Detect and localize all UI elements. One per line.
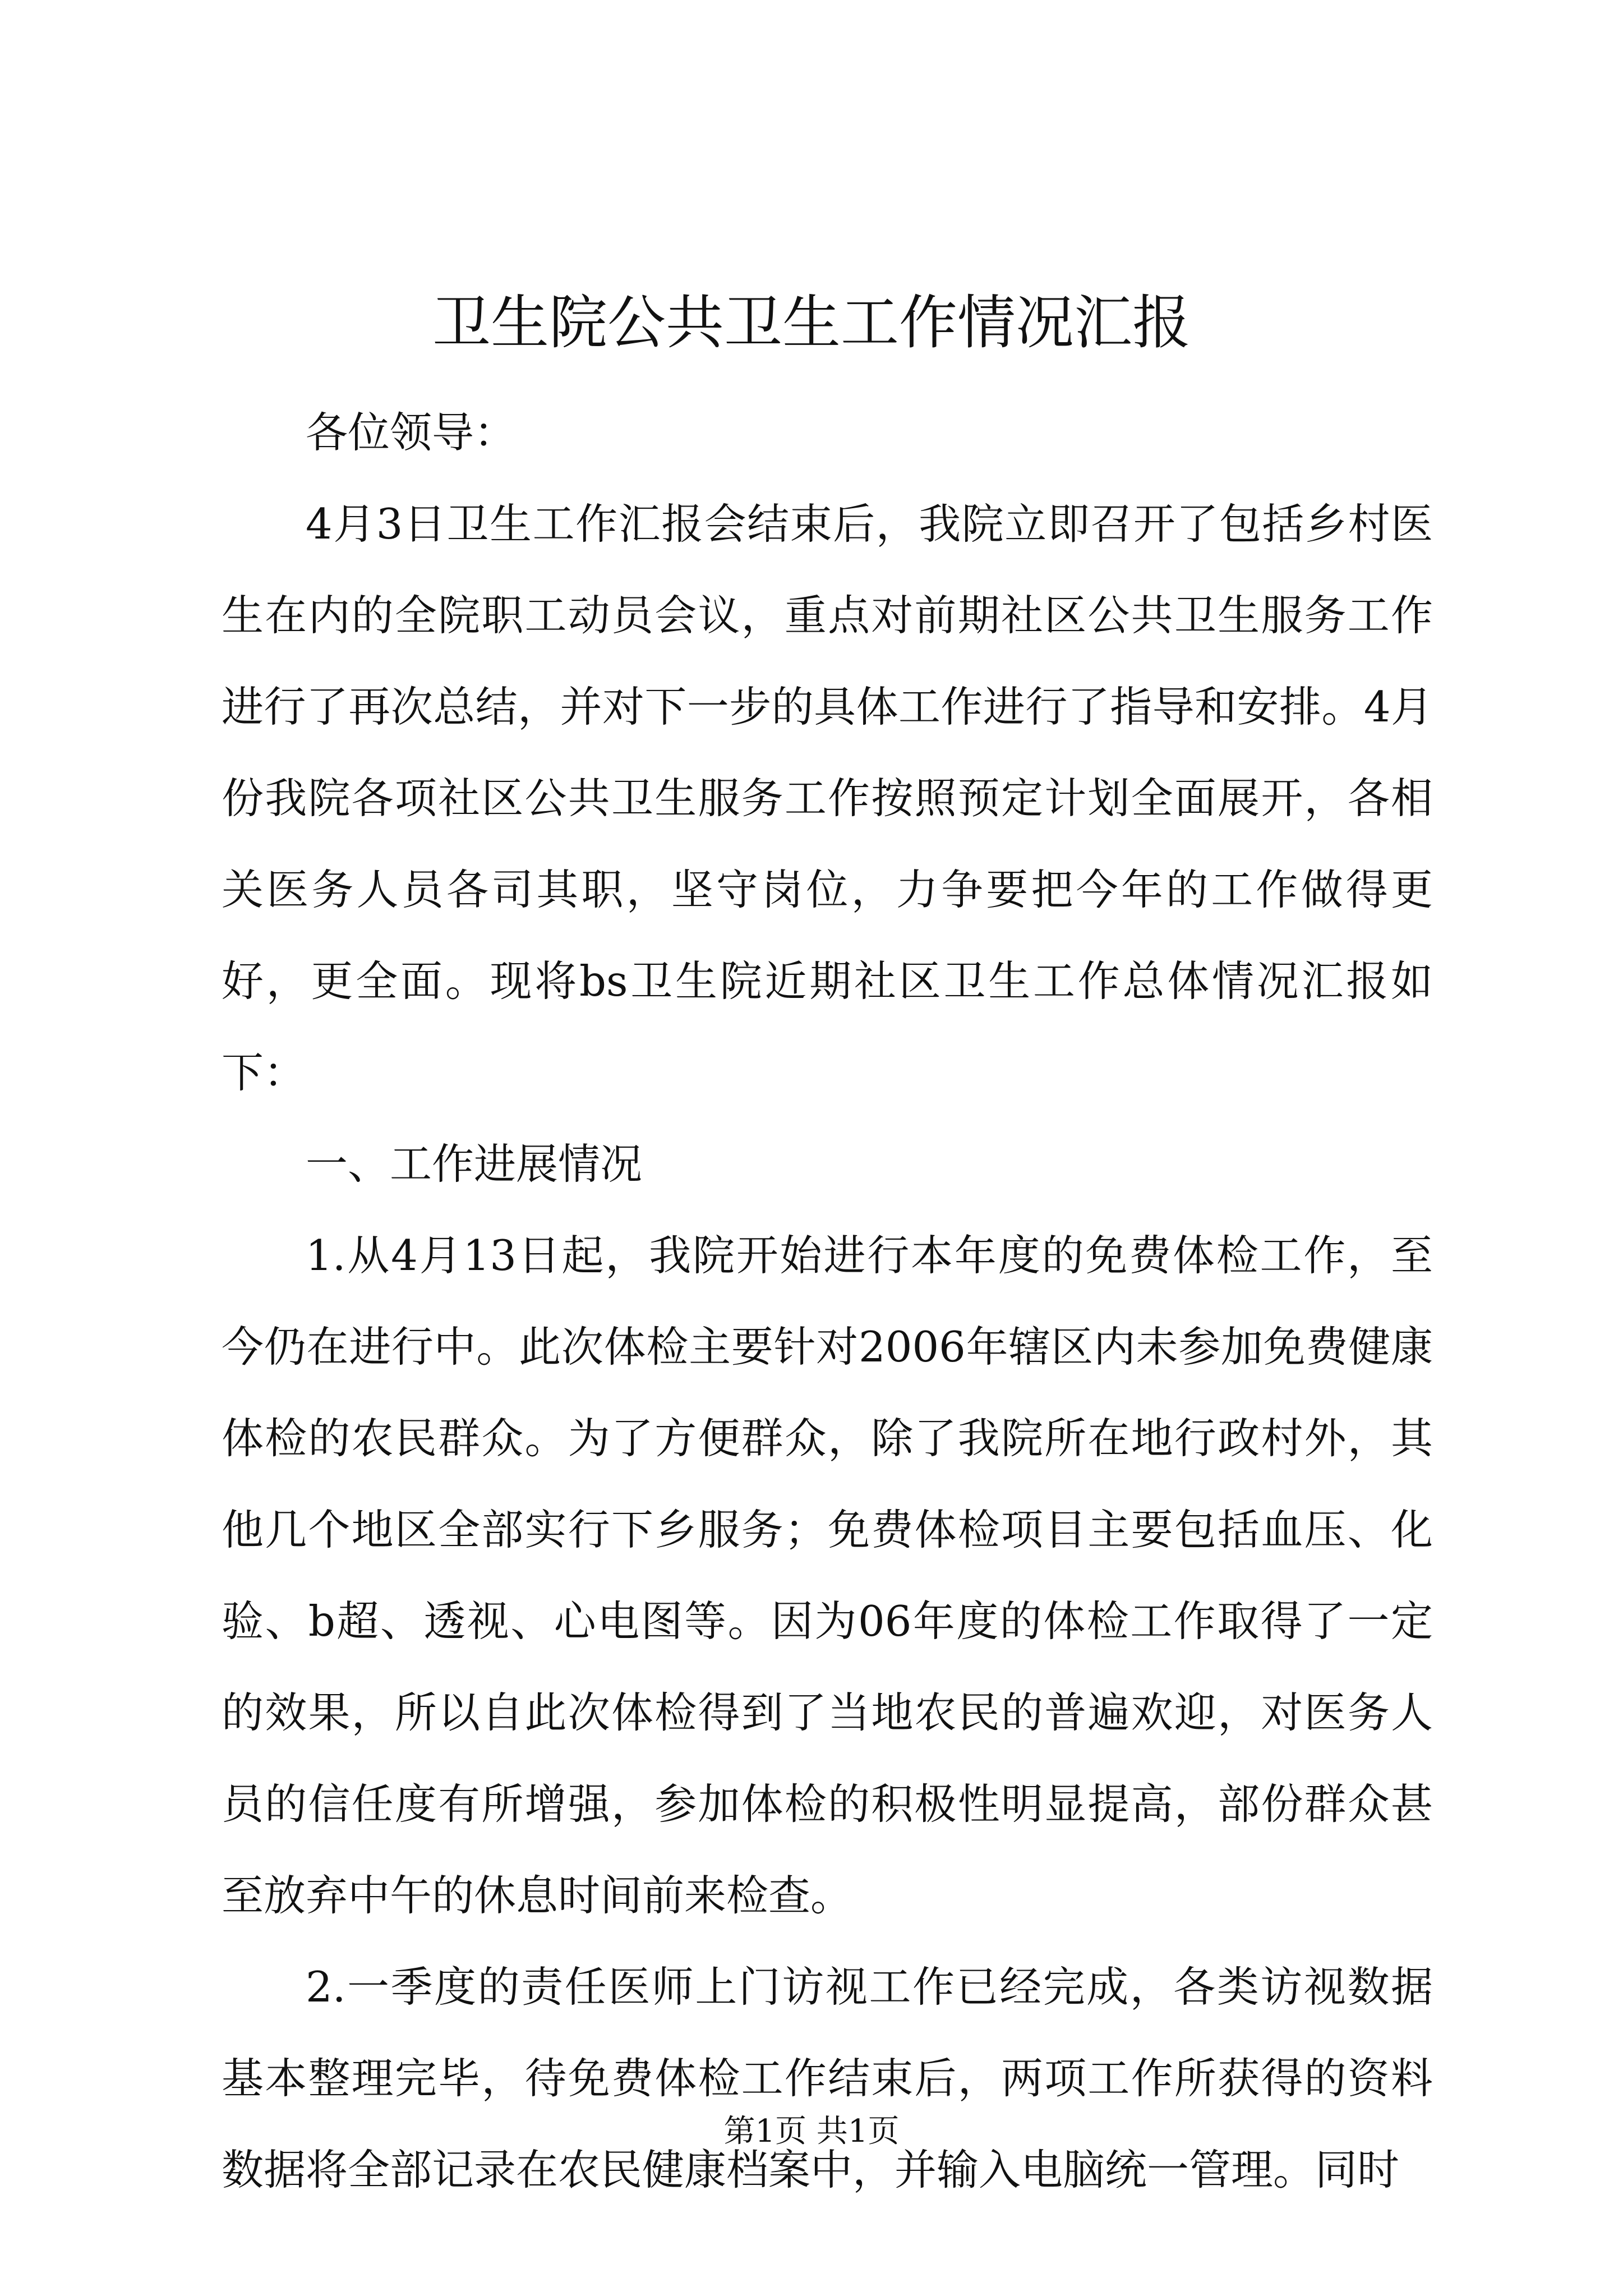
document-title: 卫生院公共卫生工作情况汇报 [432, 288, 1191, 357]
document-body [222, 387, 1433, 2216]
intro-paragraph: 4月3日卫生工作汇报会结束后，我院立即召开了包括乡村医生在内的全院职工动员会议，重点对前期社区公共卫生服务工作进行了再次总结，并对下一步的具体工作进行了指导和安排。4月份我院各项社区公共卫生服务工作按照预定计划全面展开，各相关医务人员各司其职，坚守岗位，力争要把今年的工作做得更好，更全面。现将bs卫生院近期社区卫生工作总体情况汇报如下： [222, 499, 1433, 1097]
page-number-footer: 第1页 共1页 [723, 2113, 900, 2150]
section-heading: 一、工作进展情况 [306, 1139, 643, 1189]
salutation: 各位领导： [306, 408, 517, 457]
paragraph-item-1: 1.从4月13日起，我院开始进行本年度的免费体检工作，至今仍在进行中。此次体检主要针对2006年辖区内未参加免费健康体检的农民群众。为了方便群众，除了我院所在地行政村外，其他几个地区全部实行下乡服务；免费体检项目主要包括血压、化验、b超、透视、心电图等。因为06年度的体检工作取得了一定的效果，所以自此次体检得到了当地农民的普遍欢迎，对医务人员的信任度有所增强，参加体检的积极性明显提高，部份群众甚至放弃中午的休息时间前来检查。 [222, 1231, 1433, 1920]
paragraph-item-2: 2.一季度的责任医师上门访视工作已经完成，各类访视数据基本整理完毕，待免费体检工作结束后，两项工作所获得的资料数据将全部记录在农民健康档案中，并输入电脑统一管理。同时 [222, 1962, 1433, 2194]
